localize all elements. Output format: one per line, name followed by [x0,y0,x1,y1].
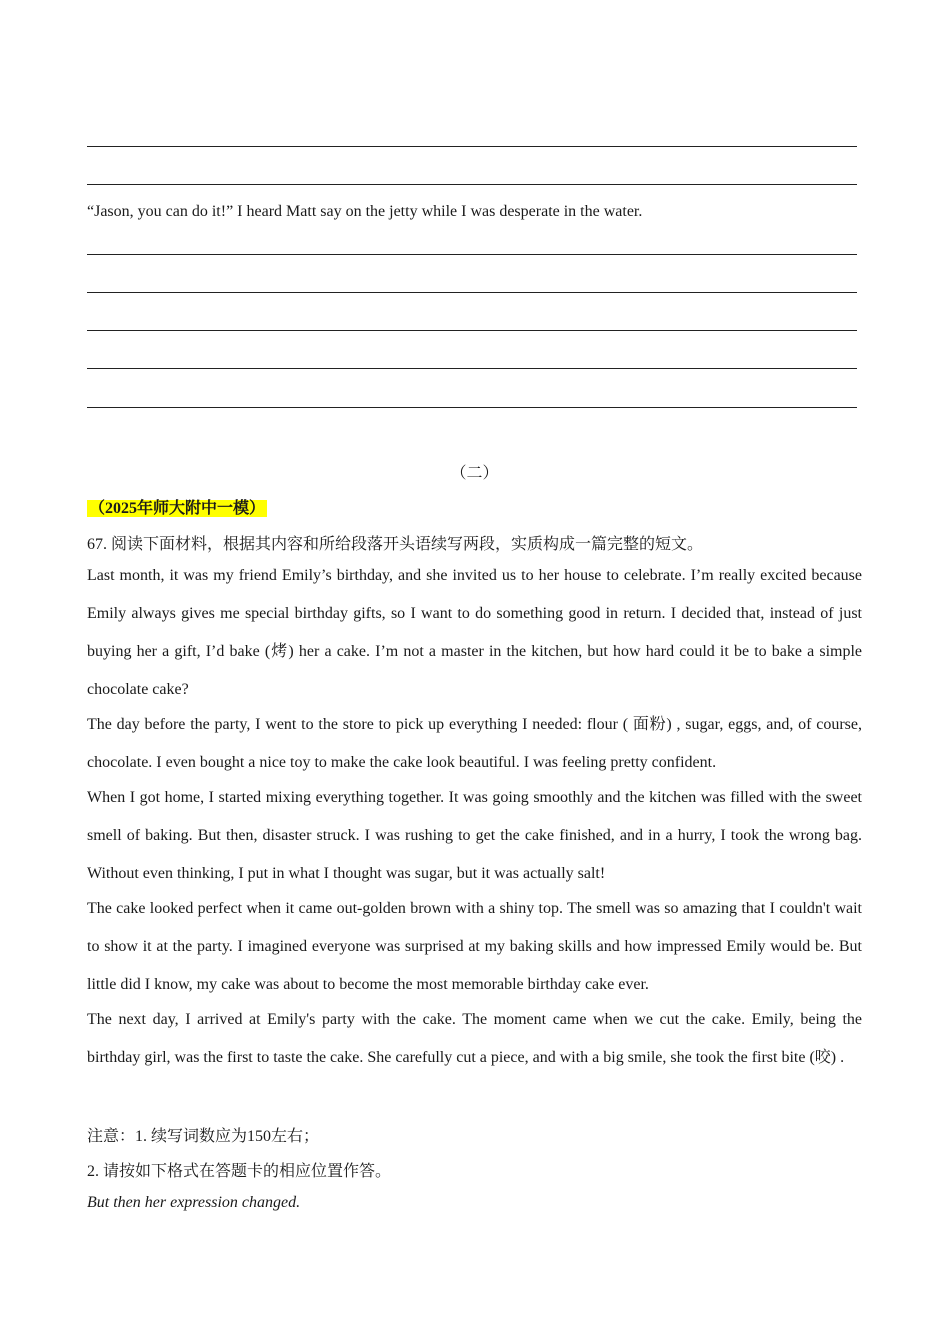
answer-line [87,330,857,331]
answer-line [87,292,857,293]
answer-line [87,184,857,185]
source-tag-row [87,495,267,518]
section-title: （二） [450,465,499,482]
answer-line [87,254,857,255]
story-paragraph: When I got home, I started mixing everything together. It was going smoothly and the kitchen was filled with the sweet smell of baking. But then, disaster struck. I was rushing to get the cake finished, and in a hurry, I took the wrong bag. Without even thinking, I put in what I thought was sugar, but it was actually salt! [87,789,862,882]
answer-line [87,146,857,147]
story-paragraph: The cake looked perfect when it came out-golden brown with a shiny top. The smell was so amazing that I couldn't wait to show it at the party. I imagined everyone was surprised at my baking skills and how impressed Emily would be. But little did I know, my cake was about to become the most memorable birthday cake ever. [87,900,862,993]
paragraph-prompt: “Jason, you can do it!” I heard Matt say on the jetty while I was desperate in the water. [87,203,643,220]
opening-line: But then her expression changed. [87,1194,301,1211]
story-paragraph: The next day, I arrived at Emily's party with the cake. The moment came when we cut the cake. Emily, being the birthday girl, was the first to taste the cake. She carefully cut a piece, and with a big smile, she took the first bite (咬) . [87,1011,862,1066]
question-instruction: 67. 阅读下面材料，根据其内容和所给段落开头语续写两段，实质构成一篇完整的短文。 [87,536,704,553]
answer-line [87,368,857,369]
story-paragraph: Last month, it was my friend Emily’s birthday, and she invited us to her house to celebrate. I’m really excited because Emily always gives me special birthday gifts, so I want to do something good in return. I decided that, instead of just buying her a gift, I’d bake (烤) her a cake. I’m not a master in the kitchen, but how hard could it be to bake a simple chocolate cake? [87,567,862,698]
note-word-count: 注意：1. 续写词数应为150左右； [87,1128,320,1145]
source-tag: （2025年师大附中一模） [89,500,266,517]
note-format: 2. 请按如下格式在答题卡的相应位置作答。 [87,1163,392,1180]
story-paragraph: The day before the party, I went to the store to pick up everything I needed: flour ( 面粉) , sugar, eggs, and, of course, chocolate. I even bought a nice toy to make the cake look beautiful. I was feeling pretty confident. [87,716,862,771]
answer-line [87,407,857,408]
